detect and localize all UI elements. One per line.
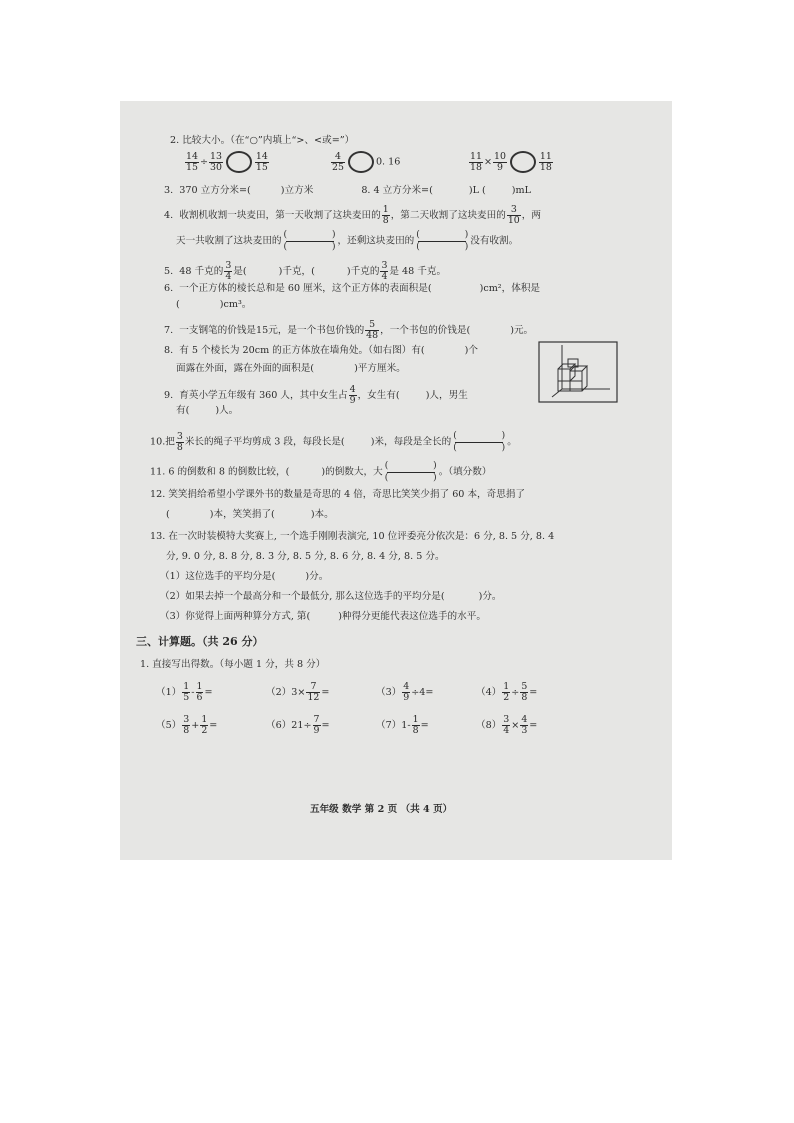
cube-figure [538, 341, 618, 403]
fraction: $\frac{3}{4}$ [381, 260, 388, 282]
exam-sheet [120, 101, 672, 860]
fraction-blank[interactable]: ( ) ( ) [283, 230, 336, 252]
q9-line1: 9. 育英小学五年级有 360 人，其中女生占 $\frac{4}{9}$ ，女生有( )人，男生 [164, 384, 468, 406]
page-footer: 五年级 数学 第 2 页 （共 4 页） [310, 804, 453, 815]
q7: 7. 一支钢笔的价钱是15元，是一个书包价钱的 $\frac{5}{48}$ ，一个书包的价钱是( )元。 [164, 319, 534, 341]
calc-5: （5） $\frac{3}{8}$ + $\frac{1}{2}$ = [156, 714, 218, 736]
calc-8: （8） $\frac{3}{4}$ × $\frac{4}{3}$ = [476, 714, 538, 736]
calc-2: （2）3× $\frac{7}{12}$ = [266, 681, 330, 703]
q5: 5. 48 千克的 $\frac{3}{4}$ 是( )千克，( )千克的 $\frac{3}{4}$ 是 48 千克。 [164, 260, 447, 282]
q6-line1: 6. 一个正方体的棱长总和是 60 厘米，这个正方体的表面积是( )cm²，体积是 [164, 283, 541, 294]
calc-1: （1） $\frac{1}{5}$ - $\frac{1}{6}$ = [156, 681, 213, 703]
section-title: 三、计算题。（共 26 分） [136, 635, 264, 648]
fraction: $\frac{3}{10}$ [507, 204, 520, 226]
q6-line2: ( )cm³。 [176, 299, 252, 310]
fraction-blank[interactable]: ( ) ( ) [453, 431, 506, 453]
decimal-value: 0. 16 [375, 156, 401, 168]
fraction: $\frac{3}{8}$ [176, 430, 183, 453]
compare-circle[interactable] [348, 151, 374, 173]
q2-item1 [184, 151, 270, 173]
q13-line2: 分, 9. 0 分, 8. 8 分, 8. 3 分, 8. 5 分, 8. 6 分, 8. 4 分, 8. 5 分。 [166, 551, 445, 562]
calc-4: （4） $\frac{1}{2}$ ÷ $\frac{5}{8}$ = [476, 681, 538, 703]
fraction: $\frac{14}{15}$ [255, 150, 268, 173]
q12-line1: 12. 笑笑捐给希望小学课外书的数量是奇思的 4 倍，奇思比笑笑少捐了 60 本，奇思捐了 [150, 489, 526, 500]
q13-sub1: （1）这位选手的平均分是( )分。 [160, 571, 329, 582]
q10: 10.把 $\frac{3}{8}$ 米长的绳子平均剪成 3 段，每段长是( )米，每段是全长的 ( ) ( ) 。 [150, 430, 517, 453]
q3: 3. 370 立方分米=( )立方米 8. 4 立方分米=( )L ( )mL [164, 185, 531, 196]
calc-3: （3） $\frac{4}{9}$ ÷4= [376, 681, 434, 703]
calc-6: （6）21÷ $\frac{7}{9}$ = [266, 714, 330, 736]
fraction: $\frac{3}{4}$ [225, 260, 232, 282]
q8-line1: 8. 有 5 个棱长为 20cm 的正方体放在墙角处。（如右图）有( )个 [164, 345, 479, 356]
compare-circle[interactable] [510, 151, 536, 173]
q2-stem: 2. 比较大小。（在“○”内填上“>、<或=”） [170, 135, 355, 146]
q13-sub3: （3）你觉得上面两种算分方式, 第( )种得分更能代表这位选手的水平。 [160, 611, 486, 622]
q8-line2: 面露在外面，露在外面的面积是( )平方厘米。 [176, 363, 406, 374]
fraction: $\frac{5}{48}$ [366, 319, 379, 341]
q13-line1: 13. 在一次时装模特大奖赛上, 一个选手刚刚表演完, 10 位评委亮分依次是：6 分, 8. 5 分, 8. 4 [150, 531, 555, 542]
fraction: $\frac{13}{30}$ [209, 150, 222, 173]
fraction: $\frac{1}{8}$ [382, 204, 389, 226]
fraction: $\frac{10}{9}$ [493, 150, 506, 173]
operator: ÷ [199, 156, 208, 168]
q12-line2: ( )本，笑笑捐了( )本。 [166, 509, 334, 520]
q4-line1: 4. 收割机收割一块麦田，第一天收割了这块麦田的 $\frac{1}{8}$ ，第二天收割了这块麦田的 $\frac{3}{10}$ ，两 [164, 204, 541, 226]
fraction: $\frac{11}{18}$ [470, 150, 482, 173]
fraction: $\frac{4}{9}$ [349, 384, 356, 406]
q9-line2: 有( )人。 [176, 405, 239, 416]
fraction: $\frac{4}{25}$ [332, 150, 344, 173]
fraction: $\frac{14}{15}$ [186, 150, 198, 173]
operator: × [483, 156, 492, 168]
compare-circle[interactable] [226, 151, 252, 173]
q2-item2 [330, 151, 400, 173]
fraction-blank[interactable]: ( ) ( ) [384, 461, 437, 483]
q13-sub2: （2）如果去掉一个最高分和一个最低分, 那么这位选手的平均分是( )分。 [160, 591, 502, 602]
q4-line2: 天一共收割了这块麦田的 ( ) ( ) ，还剩这块麦田的 ( ) ( ) 没有收割。 [176, 230, 519, 252]
calc-7: （7）1- $\frac{1}{8}$ = [376, 714, 429, 736]
q2-item3 [468, 151, 554, 173]
fraction-blank[interactable]: ( ) ( ) [416, 230, 469, 252]
q11: 11. 6 的倒数和 8 的倒数比较，( )的倒数大，大 ( ) ( ) 。（填分数） [150, 461, 492, 483]
section-subtitle: 1. 直接写出得数。（每小题 1 分，共 8 分） [140, 659, 326, 670]
fraction: $\frac{11}{18}$ [539, 150, 552, 173]
